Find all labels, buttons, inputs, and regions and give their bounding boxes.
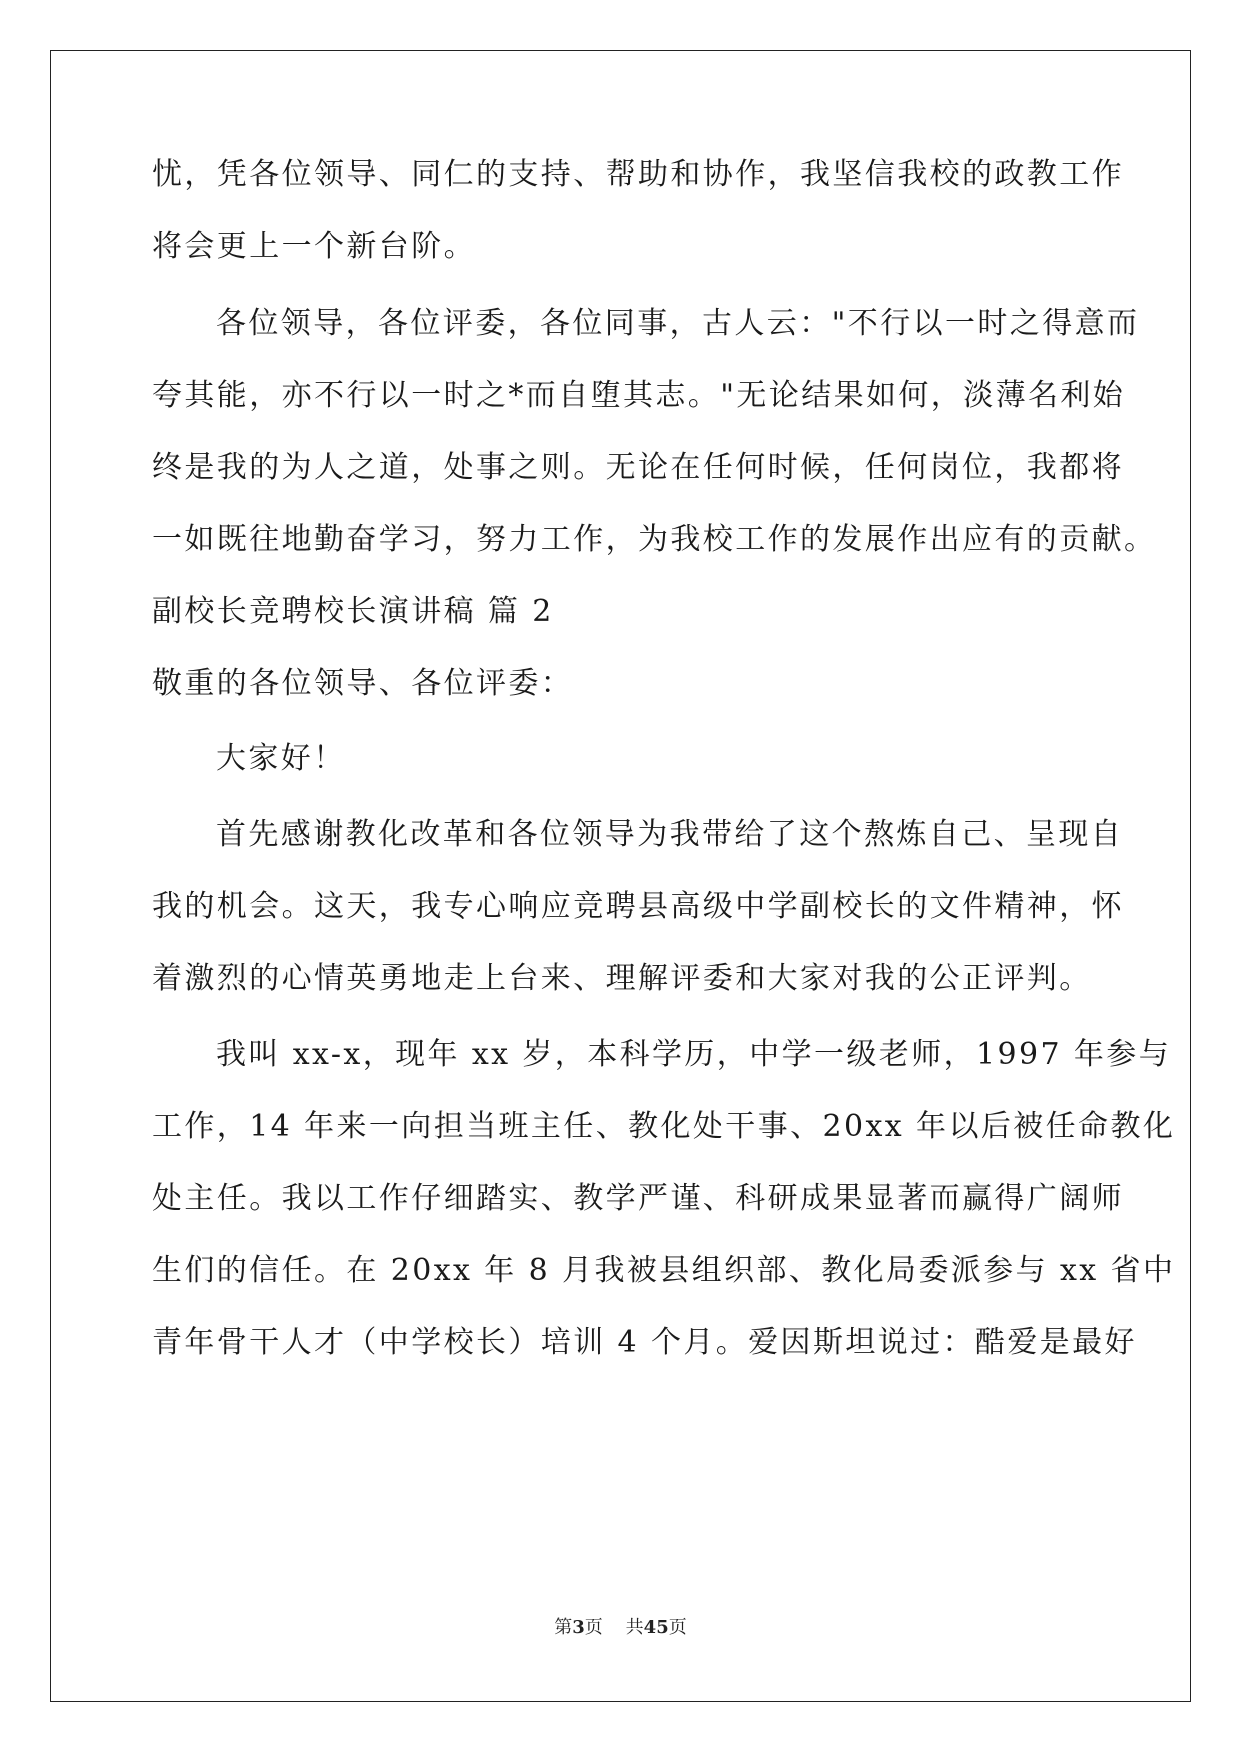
text-line-13: 我叫 xx-x，现年 xx 岁，本科学历，中学一级老师，1997 年参与	[216, 1037, 1172, 1072]
text-line-1: 忧，凭各位领导、同仁的支持、帮助和协作，我坚信我校的政教工作	[152, 157, 1124, 192]
text-line-16: 生们的信任。在 20xx 年 8 月我被县组织部、教化局委派参与 xx 省中	[152, 1253, 1176, 1288]
text-line-14: 工作，14 年来一向担当班主任、教化处干事、20xx 年以后被任命教化	[152, 1109, 1176, 1144]
page-total: 45	[643, 1617, 669, 1638]
page-footer	[0, 1616, 1241, 1640]
text-line-17: 青年骨干人才（中学校长）培训 4 个月。爱因斯坦说过：酷爱是最好	[152, 1325, 1137, 1360]
text-line-4: 夸其能，亦不行以一时之*而自堕其志。"无论结果如何，淡薄名利始	[152, 378, 1126, 413]
text-line-10: 首先感谢教化改革和各位领导为我带给了这个熬炼自己、呈现自	[216, 817, 1124, 852]
text-line-3: 各位领导，各位评委，各位同事，古人云："不行以一时之得意而	[216, 306, 1140, 341]
page-prefix: 第	[554, 1617, 573, 1638]
section-heading: 副校长竞聘校长演讲稿 篇 2	[152, 594, 554, 629]
text-line-11: 我的机会。这天，我专心响应竞聘县高级中学副校长的文件精神，怀	[152, 889, 1124, 924]
text-line-6: 一如既往地勤奋学习，努力工作，为我校工作的发展作出应有的贡献。	[152, 522, 1157, 557]
total-unit: 页	[668, 1617, 687, 1638]
page-current: 3	[572, 1617, 585, 1638]
greeting: 大家好！	[216, 741, 346, 776]
page-border	[50, 50, 1191, 1702]
text-line-5: 终是我的为人之道，处事之则。无论在任何时候，任何岗位，我都将	[152, 450, 1124, 485]
text-line-2: 将会更上一个新台阶。	[152, 229, 476, 264]
text-line-15: 处主任。我以工作仔细踏实、教学严谨、科研成果显著而赢得广阔师	[152, 1181, 1124, 1216]
salutation: 敬重的各位领导、各位评委：	[152, 666, 574, 701]
text-line-12: 着激烈的心情英勇地走上台来、理解评委和大家对我的公正评判。	[152, 961, 1092, 996]
page-unit: 页	[584, 1617, 603, 1638]
total-prefix: 共	[625, 1617, 644, 1638]
